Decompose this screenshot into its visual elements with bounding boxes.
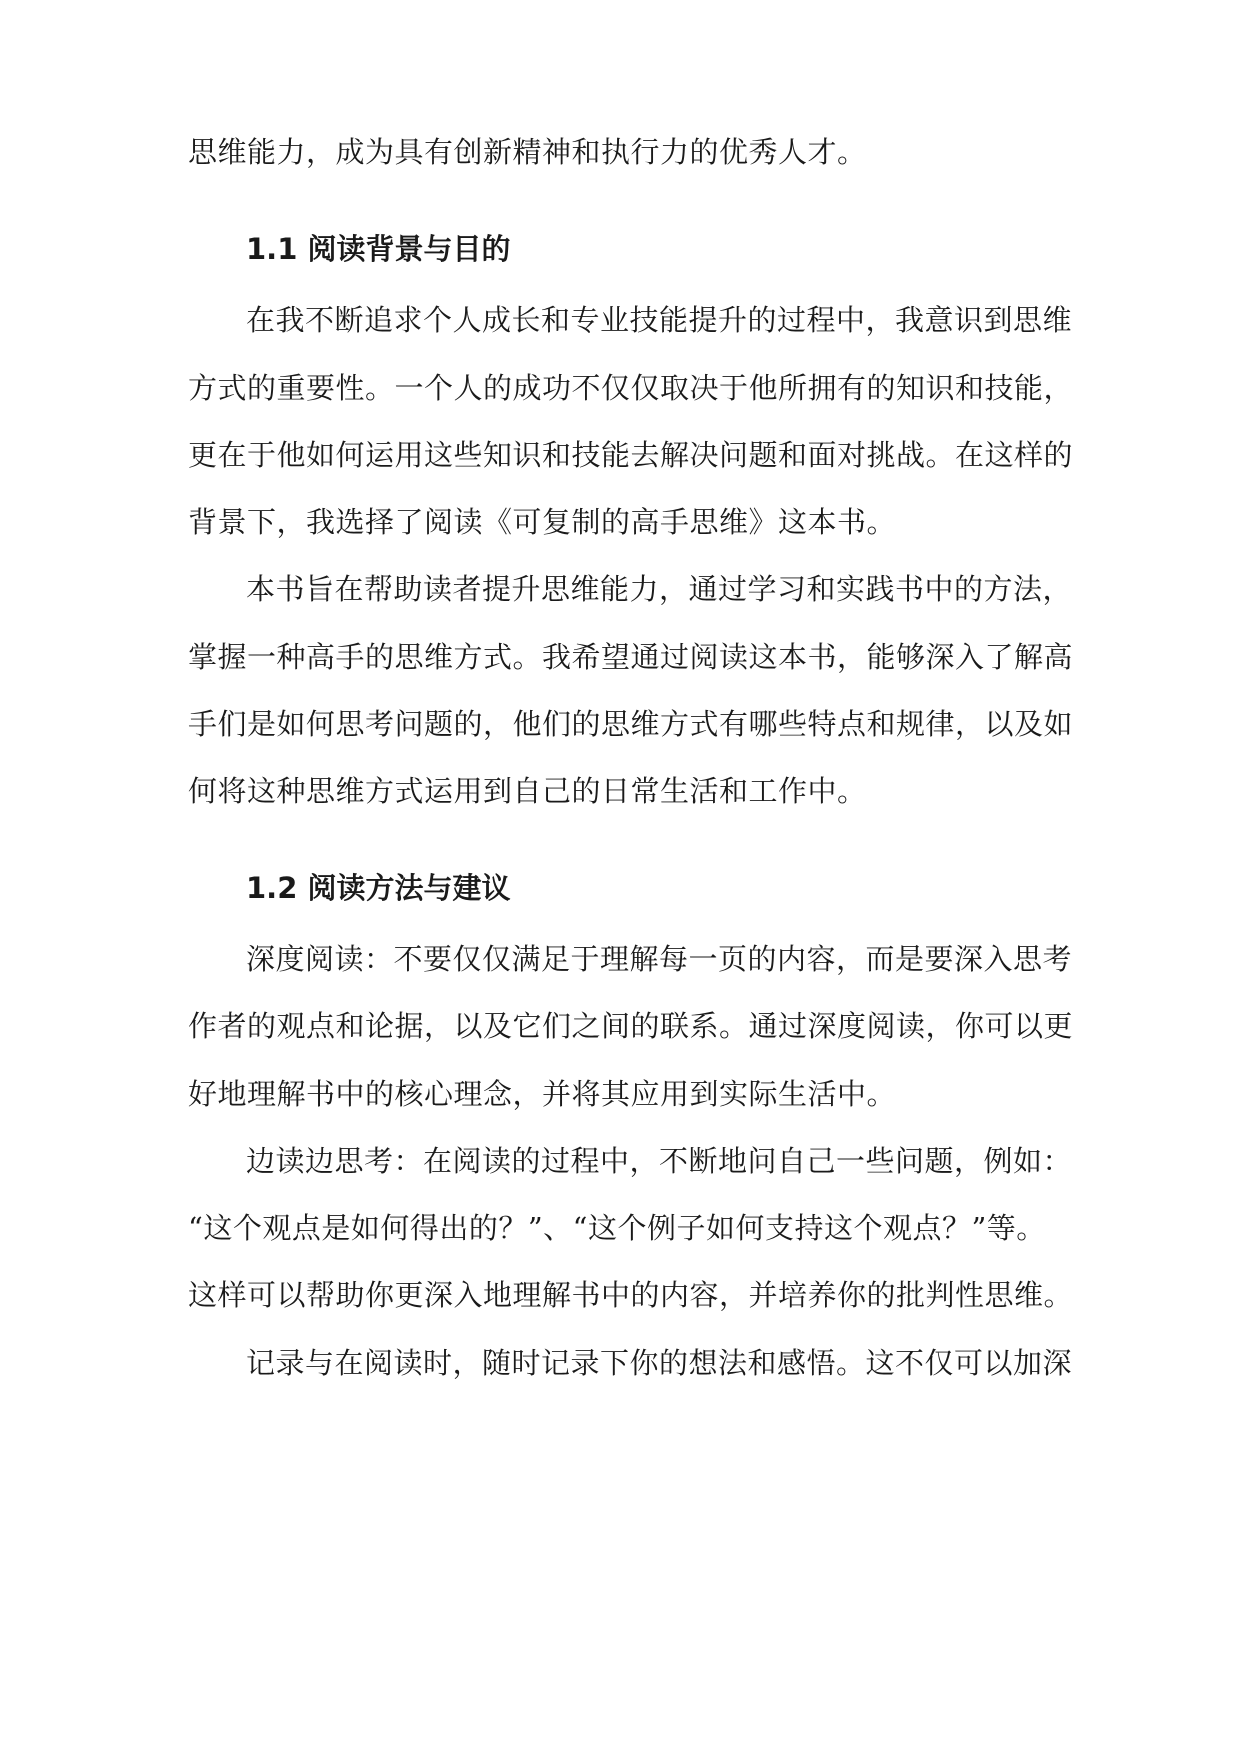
paragraph-line: 这样可以帮助你更深入地理解书中的内容，并培养你的批判性思维。 — [188, 1278, 1074, 1312]
section-heading-1-1: 1.1 阅读背景与目的 — [246, 232, 511, 266]
paragraph-line: 方式的重要性。一个人的成功不仅仅取决于他所拥有的知识和技能， — [188, 371, 1074, 405]
paragraph-line: 在我不断追求个人成长和专业技能提升的过程中，我意识到思维 — [246, 303, 1073, 337]
paragraph-line: 作者的观点和论据，以及它们之间的联系。通过深度阅读，你可以更 — [188, 1009, 1074, 1043]
paragraph-line: 本书旨在帮助读者提升思维能力，通过学习和实践书中的方法， — [246, 572, 1073, 606]
paragraph-line: 记录与在阅读时，随时记录下你的想法和感悟。这不仅可以加深 — [246, 1346, 1073, 1380]
paragraph-line: 背景下，我选择了阅读《可复制的高手思维》这本书。 — [188, 505, 897, 539]
paragraph-line: 手们是如何思考问题的，他们的思维方式有哪些特点和规律，以及如 — [188, 707, 1074, 741]
paragraph-line: 好地理解书中的核心理念，并将其应用到实际生活中。 — [188, 1077, 897, 1111]
paragraph-line: 深度阅读：不要仅仅满足于理解每一页的内容，而是要深入思考 — [246, 942, 1073, 976]
paragraph-line: 更在于他如何运用这些知识和技能去解决问题和面对挑战。在这样的 — [188, 438, 1074, 472]
section-heading-1-2: 1.2 阅读方法与建议 — [246, 871, 511, 905]
paragraph-line: 掌握一种高手的思维方式。我希望通过阅读这本书，能够深入了解高 — [188, 640, 1074, 674]
paragraph-line: “这个观点是如何得出的？”、“这个例子如何支持这个观点？”等。 — [188, 1211, 1046, 1245]
paragraph-line: 边读边思考：在阅读的过程中，不断地问自己一些问题，例如： — [246, 1144, 1073, 1178]
paragraph-line: 何将这种思维方式运用到自己的日常生活和工作中。 — [188, 774, 867, 808]
paragraph-line: 思维能力，成为具有创新精神和执行力的优秀人才。 — [188, 135, 867, 169]
